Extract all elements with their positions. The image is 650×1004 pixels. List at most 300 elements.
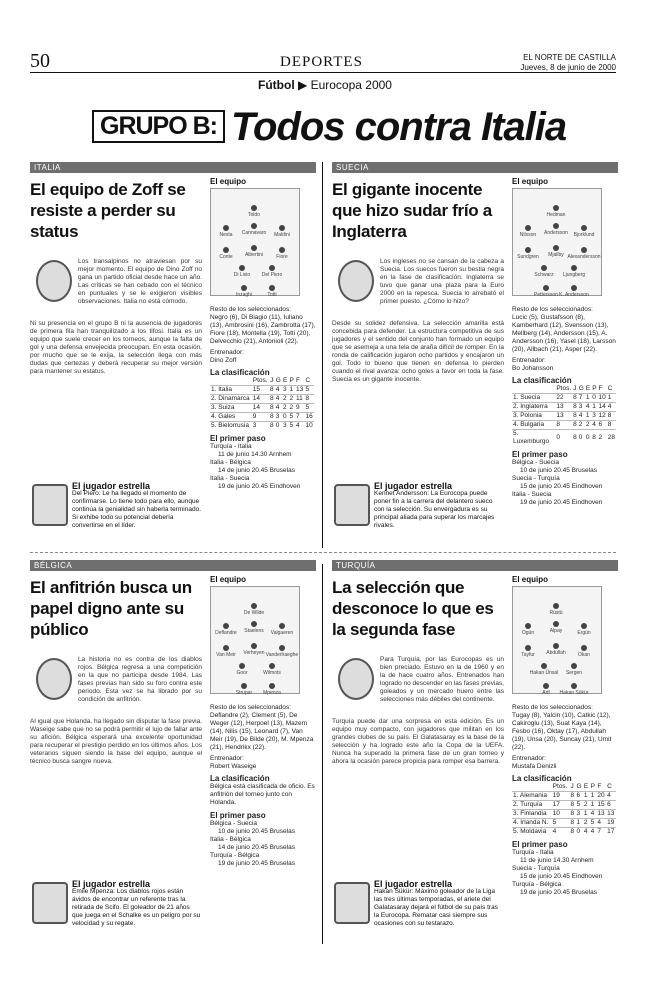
- table-cell: 14: [252, 404, 260, 411]
- header-cell: E: [585, 385, 591, 392]
- header-cell: F: [598, 385, 603, 392]
- article-lead: La historia no es contra de los diablos rojos. Bélgica regresa a una competición en la que no participa desde 1984. Las fases previas han sido su foro contra este periodo. Esta vez se ha librado por su condición de anfitrión.: [78, 656, 202, 703]
- pitch: [210, 586, 300, 694]
- table-cell: 4: [552, 828, 557, 835]
- player-name: Abdullah: [546, 650, 566, 656]
- player-name: Nesta: [219, 232, 233, 238]
- coach-name: Bo Johansson: [512, 365, 554, 372]
- table-cell: 2. Inglaterra: [513, 403, 548, 410]
- table-cell: 8: [556, 421, 560, 428]
- coach-name: Dino Zoff: [210, 357, 237, 364]
- squad-info: [210, 704, 316, 868]
- first-label: El primer paso: [210, 434, 266, 443]
- table-cell: 17: [607, 828, 615, 835]
- player-name: Deflandre: [215, 630, 237, 636]
- table-cell: 8: [269, 404, 274, 411]
- table-cell: 3: [578, 403, 583, 410]
- table-row: [210, 404, 314, 413]
- fixture-line: 19 de junio 20.45 Bruselas: [520, 889, 597, 896]
- table-cell: 13: [597, 810, 605, 817]
- table-cell: 5: [305, 404, 310, 411]
- player-name: Cannavaro: [241, 230, 267, 236]
- article-title: La selección que desconoce lo que es la segunda fase: [332, 578, 494, 639]
- fixture-line: Turquía - Italia: [512, 849, 554, 856]
- team-emblem-icon: [36, 260, 72, 302]
- table-cell: 17: [552, 801, 560, 808]
- rest-label: Resto de los seleccionados:: [512, 306, 593, 313]
- team-block: [332, 162, 618, 564]
- standings-table: [512, 783, 616, 836]
- table-cell: 2: [583, 819, 588, 826]
- table-row: [512, 412, 616, 421]
- star-player: [30, 482, 202, 530]
- table-cell: 8: [573, 434, 577, 441]
- fixture-line: Italia - Suecia: [210, 475, 250, 482]
- table-cell: 8: [269, 422, 274, 429]
- table-cell: 4. Gales: [211, 413, 236, 420]
- table-cell: 8: [570, 801, 575, 808]
- player-name: Rüstü: [549, 610, 563, 616]
- table-cell: 8: [573, 421, 577, 428]
- header-cell: P: [590, 783, 595, 790]
- article-lead: Para Turquía, por las Eurocopas es un bien preciado. Estuvo en la de 1960 y en la de hace cuatro años. Entrenados han logrado no descender en las fases previas, goleados y un mercado huero entre las selecciones más débiles del continente.: [380, 656, 504, 703]
- player-name: Ljungberg: [562, 272, 586, 278]
- header-cell: [512, 385, 555, 394]
- table-cell: 28: [607, 434, 615, 441]
- table-cell: 0: [576, 828, 581, 835]
- country-bar: ITALIA: [30, 162, 316, 173]
- player-name: Arif: [542, 690, 550, 696]
- table-cell: 1: [585, 412, 590, 419]
- class-label: La clasificación: [512, 376, 572, 385]
- player-name: Mjallby: [548, 252, 564, 258]
- header-rule: [30, 72, 616, 73]
- table-cell: 11: [295, 395, 303, 402]
- header-cell: G: [275, 377, 281, 384]
- table-cell: 7: [578, 394, 583, 401]
- table-row: [512, 819, 616, 828]
- header-cell: G: [576, 783, 582, 790]
- table-cell: 14: [598, 403, 606, 410]
- player-name: Sundgren: [517, 254, 539, 260]
- table-cell: 1: [590, 792, 595, 799]
- lineup-field: [512, 576, 616, 694]
- team-block: [30, 162, 316, 564]
- page-headline: [92, 105, 566, 150]
- table-cell: 13: [556, 412, 564, 419]
- kicker-competition: Eurocopa 2000: [310, 78, 392, 92]
- table-cell: 5. Luxemburgo: [513, 430, 550, 445]
- table-cell: 4. Irlanda N.: [513, 819, 549, 826]
- player-name: Valgaeren: [270, 630, 294, 636]
- fixture-line: Italia - Bélgica: [210, 459, 251, 466]
- country-bar: TURQUÍA: [332, 560, 618, 571]
- header-cell: E: [583, 783, 589, 790]
- header-cell: J: [269, 377, 274, 384]
- fixture-line: 14 de junio 20.45 Bruselas: [218, 467, 295, 474]
- country-bar: BÉLGICA: [30, 560, 316, 571]
- table-cell: 1: [607, 394, 612, 401]
- star-player: [332, 880, 504, 928]
- table-cell: 2: [578, 421, 583, 428]
- table-row: [512, 828, 616, 837]
- table-row: [210, 386, 314, 395]
- first-label: El primer paso: [210, 811, 266, 820]
- squad-info: [210, 306, 316, 491]
- star-label: El jugador estrella: [374, 879, 453, 889]
- kicker: [0, 78, 650, 92]
- table-cell: 9: [295, 404, 300, 411]
- star-text: Emile Mpenza: Los diablos rojos están ávidos de encontrar un referente tras la retirada de Scifo. El goleador de 21 años que juega en el Schalke es un peligro por su velocidad y su regate.: [72, 888, 201, 927]
- table-header: [512, 783, 616, 792]
- table-cell: 13: [556, 403, 564, 410]
- table-cell: 8: [269, 395, 274, 402]
- table-cell: 3: [576, 810, 581, 817]
- table-cell: 8: [269, 413, 274, 420]
- fixture-line: 11 de junio 14.30 Arnhem: [218, 451, 292, 458]
- player-name: Ergün: [577, 630, 591, 636]
- article-lead: Los ingleses no se cansan de la cabeza a Suecia. Los suecos fueron su bestia negra en la fase de clasificación. Inglaterra se tuvo que ganar una plaza para la Euro 2000 en la repesca. Suecia lo arrebató el primer puesto. ¿Cómo lo hizo?: [380, 258, 504, 305]
- coach-label: Entrenador:: [210, 349, 244, 356]
- table-row: [512, 430, 616, 447]
- table-cell: 8: [269, 386, 274, 393]
- player-name: Albertini: [244, 252, 264, 258]
- player-name: Bjorklund: [573, 232, 595, 238]
- table-cell: 1. Suecia: [513, 394, 541, 401]
- article-body: Turquía puede dar una sorpresa en esta edición. Es un equipo muy compacto, con jugadores que militan en los grandes clubes de su país. El Galatasaray es la base de la selección y ha logrado este año la Copa de la UEFA. Nunca ha superado la primera fase de un gran torneo y ahora la ocasión parece propicia para romper esa barrera.: [332, 718, 504, 765]
- player-name: Toldo: [248, 212, 260, 218]
- table-cell: 5: [590, 819, 595, 826]
- rest-list: Negro (6), Di Biagio (11), Iuliano (13), Ambrosini (16), Zambrotta (17), Fiore (18), Montella (19), Totti (20), Delvecchio (21), Antonioli (22).: [210, 314, 316, 345]
- column-divider-top: [322, 162, 323, 548]
- fixture-line: Suecia - Turquía: [512, 865, 560, 872]
- table-cell: 4. Bulgaria: [513, 421, 545, 428]
- table-row: [210, 395, 314, 404]
- paper-name: EL NORTE DE CASTILLA: [523, 53, 616, 62]
- table-cell: 0: [275, 422, 280, 429]
- table-cell: 2: [282, 395, 287, 402]
- rest-list: Tugay (8), Yalcin (10), Catkic (12), Cakiroglu (13), Suat Kaya (14), Fesbo (16), Oktay (17), Abdullah (19), Unsa (20), Suncay (21), Umit (22).: [512, 712, 612, 751]
- star-label: El jugador estrella: [374, 481, 453, 491]
- star-player: [332, 482, 504, 530]
- player-photo-icon: [32, 882, 68, 924]
- table-cell: 19: [552, 792, 560, 799]
- player-photo-icon: [334, 484, 370, 526]
- team-emblem-icon: [338, 658, 374, 700]
- player-name: Tayfur: [521, 652, 535, 658]
- star-box: [374, 482, 504, 530]
- header-cell: C: [607, 385, 613, 392]
- table-cell: 8: [607, 412, 612, 419]
- class-label: La clasificación: [210, 774, 270, 783]
- player-photo-icon: [32, 484, 68, 526]
- table-cell: 7: [597, 828, 601, 835]
- first-label: El primer paso: [512, 450, 568, 459]
- table-cell: 10: [598, 394, 606, 401]
- table-cell: 1: [576, 819, 581, 826]
- table-cell: 4: [607, 403, 612, 410]
- player-name: Vanderhaeghe: [265, 652, 299, 658]
- coach-label: Entrenador:: [512, 755, 546, 762]
- team-block: [30, 560, 316, 962]
- player-name: Verheyen: [243, 650, 265, 656]
- table-cell: 19: [607, 819, 615, 826]
- table-cell: 9: [252, 413, 257, 420]
- table-cell: 4: [607, 792, 611, 799]
- player-photo-icon: [334, 882, 370, 924]
- table-cell: 22: [556, 394, 564, 401]
- header-cell: E: [282, 377, 288, 384]
- table-cell: 0: [282, 413, 287, 420]
- country-bar: SUECIA: [332, 162, 618, 173]
- table-cell: 14: [252, 395, 260, 402]
- table-cell: 3: [282, 386, 287, 393]
- table-cell: 13: [607, 810, 615, 817]
- lineup-field: [512, 178, 616, 296]
- table-header: [210, 377, 314, 386]
- article-title: El anfitrión busca un papel digno ante su público: [30, 578, 192, 639]
- player-name: Pettersson: [534, 292, 558, 298]
- player-name: Fiore: [276, 254, 288, 260]
- header-cell: [512, 783, 552, 792]
- fixture-line: 19 de junio 20.45 Eindhoven: [520, 499, 603, 506]
- header-cell: C: [607, 783, 612, 790]
- table-cell: 4: [590, 810, 595, 817]
- column-divider-bottom: [322, 564, 323, 944]
- table-cell: 0: [556, 434, 560, 441]
- page-number: 50: [30, 50, 50, 72]
- fixture-line: 14 de junio 20.45 Bruselas: [218, 844, 295, 851]
- field-label: El equipo: [512, 177, 548, 186]
- table-cell: 8: [573, 403, 577, 410]
- fixture-line: 10 de junio 20.45 Bruselas: [218, 828, 295, 835]
- table-cell: 0: [578, 434, 583, 441]
- star-text: Hakan Sükür: Máximo goleador de la Liga las tres últimas temporadas, el ariete del Galatasaray dejará el fútbol de su país tras la Eurocopa. Rematar casi siempre sus ocasiones con su testarazo.: [374, 888, 498, 927]
- star-label: El jugador estrella: [72, 481, 151, 491]
- class-label: La clasificación: [512, 774, 572, 783]
- table-cell: 5: [289, 413, 294, 420]
- player-name: Mpenza: [263, 690, 281, 696]
- article-title: El equipo de Zoff se resiste a perder su status: [30, 180, 186, 241]
- class-label: La clasificación: [210, 368, 270, 377]
- article-lead: Los transalpinos no atraviesan por su mejor momento. El equipo de Dino Zoff no gana un partido oficial desde hace un año. Las críticas se han cebado con el técnico en puntuales y se le exigieron visibles observaciones. Italia no está cómodo.: [78, 258, 202, 305]
- table-cell: 5: [576, 801, 581, 808]
- player-name: Schwarz: [534, 272, 554, 278]
- table-cell: 4: [275, 404, 280, 411]
- rest-label: Resto de los seleccionados:: [512, 704, 593, 711]
- table-cell: 3. Polonia: [513, 412, 542, 419]
- lineup-field: [210, 576, 314, 694]
- star-box: [72, 880, 202, 928]
- table-row: [512, 810, 616, 819]
- table-cell: 8: [607, 421, 612, 428]
- table-cell: 8: [592, 434, 596, 441]
- table-cell: 8: [570, 810, 575, 817]
- table-cell: 4: [295, 422, 300, 429]
- table-cell: 2: [289, 404, 294, 411]
- table-cell: 5. Bielorrusia: [211, 422, 249, 429]
- table-cell: 1. Alemania: [513, 792, 547, 799]
- table-row: [512, 792, 616, 801]
- table-cell: 20: [597, 792, 605, 799]
- player-name: Maldini: [274, 232, 290, 238]
- table-cell: 8: [570, 819, 575, 826]
- field-label: El equipo: [210, 177, 246, 186]
- player-name: Alexandersson: [567, 254, 601, 260]
- table-cell: 3. Suiza: [211, 404, 235, 411]
- table-cell: 0: [585, 434, 590, 441]
- article-title: El gigante inocente que hizo sudar frío a Inglaterra: [332, 180, 492, 241]
- fixture-line: 15 de junio 20.45 Eindhoven: [520, 873, 603, 880]
- table-cell: 15: [597, 801, 605, 808]
- player-name: Sergen: [565, 670, 583, 676]
- header-cell: P: [289, 377, 294, 384]
- player-name: Nilsson: [519, 232, 537, 238]
- table-cell: 12: [598, 412, 606, 419]
- table-cell: 15: [252, 386, 260, 393]
- header-cell: C: [305, 377, 311, 384]
- table-cell: 2. Dinamarca: [211, 395, 250, 402]
- fixture-line: 10 de junio 20.45 Bruselas: [520, 467, 597, 474]
- fixture-line: 15 de junio 20.45 Eindhoven: [520, 483, 603, 490]
- table-cell: 2: [289, 395, 294, 402]
- table-cell: 8: [570, 792, 575, 799]
- headline-title: Todos contra Italia: [231, 105, 567, 149]
- table-cell: 8: [573, 394, 577, 401]
- table-cell: 2. Turquía: [513, 801, 543, 808]
- table-cell: 4: [583, 828, 588, 835]
- table-cell: 8: [570, 828, 575, 835]
- pitch: [512, 586, 602, 694]
- table-cell: 3: [252, 422, 257, 429]
- table-cell: 4: [578, 412, 583, 419]
- fixture-line: Bélgica - Suecia: [210, 820, 257, 827]
- issue-date: Jueves, 8 de junio de 2000: [520, 63, 616, 72]
- player-name: K. Andersson: [559, 292, 589, 298]
- rest-list: Deflandre (2), Clement (5), De Weger (12), Herpoel (13), Mazem (14), Nilis (15), Leonard (7), Van Meir (19), De Bilde (20), M. Mpenza (21), Hendrikx (22).: [210, 712, 314, 751]
- coach-name: Mustafa Denizli: [512, 763, 557, 770]
- arrow-icon: ▶: [298, 78, 308, 92]
- table-cell: 10: [552, 810, 560, 817]
- table-cell: 3: [275, 413, 280, 420]
- table-cell: 2: [282, 404, 287, 411]
- table-cell: 8: [573, 412, 577, 419]
- table-cell: 16: [305, 413, 313, 420]
- table-cell: 7: [295, 413, 300, 420]
- table-cell: 5: [552, 819, 557, 826]
- table-cell: 1. Italia: [211, 386, 232, 393]
- rest-label: Resto de los seleccionados:: [210, 704, 291, 711]
- star-text: Kennet Andersson: La Eurocopa puede poner fin a la carrera del delantero sueco con la selección. Su envergadura es su principal aliada para superar los marcajes rivales.: [374, 490, 495, 529]
- fixture-line: 19 de junio 20.45 Bruselas: [218, 860, 295, 867]
- class-note: Bélgica está clasificada de oficio. Es anfitrión del torneo junto con Holanda.: [210, 783, 315, 806]
- article-body: Al igual que Holanda, ha llegado sin disputar la fase previa. Waseige sabe que no se podrá permitir el lujo de fallar ante su afición. Bélgica esperará una excelente oportunidad para recuperar el prestigio perdido en los últimos años. Los veteranos siguen siendo la base del equipo, aunque el técnico busca sangre nueva.: [30, 718, 202, 765]
- player-name: Strupar: [235, 690, 253, 696]
- table-row: [210, 422, 314, 431]
- header-cell: J: [570, 783, 574, 790]
- player-name: Hakan Sükür: [559, 690, 589, 696]
- coach-name: Robert Waseige: [210, 763, 257, 770]
- table-cell: 5: [305, 386, 310, 393]
- player-name: Del Piero: [261, 272, 283, 278]
- table-cell: 1: [583, 792, 588, 799]
- rest-label: Resto de los seleccionados:: [210, 306, 291, 313]
- table-header: [512, 385, 616, 394]
- table-cell: 1: [590, 801, 595, 808]
- coach-label: Entrenador:: [210, 755, 244, 762]
- section-title: DEPORTES: [280, 54, 363, 70]
- table-cell: 4: [597, 819, 601, 826]
- table-cell: 0: [592, 394, 596, 401]
- fixture-line: Suecia - Turquía: [512, 475, 560, 482]
- group-label: GRUPO B:: [92, 110, 225, 143]
- table-cell: 1: [289, 386, 294, 393]
- table-cell: 3: [592, 412, 596, 419]
- player-name: De Wilde: [243, 610, 265, 616]
- first-label: El primer paso: [512, 840, 568, 849]
- player-name: Andersson: [544, 230, 568, 236]
- header-cell: G: [578, 385, 584, 392]
- star-label: El jugador estrella: [72, 879, 151, 889]
- article-body: Ni su presencia en el grupo B ni la ausencia de jugadores de primera fila han tranquilizado a los tifosi. Italia es un equipo que suele crecer en los torneos, aunque la falta de gol y una defensa envejecida preocupan. En esta ocasión, por mucho que se le exija, la selección llega con más dudas que certezas y deberá recuperar su mejor versión para mantener su estatus.: [30, 320, 202, 375]
- player-name: Hakan Ünsal: [529, 670, 559, 676]
- team-block: [332, 560, 618, 962]
- fixture-line: Turquía - Italia: [210, 443, 252, 450]
- table-cell: 13: [295, 386, 304, 393]
- coach-label: Entrenador:: [512, 357, 546, 364]
- fixture-line: Italia - Bélgica: [210, 836, 251, 843]
- header-cell: Ptos.: [252, 377, 268, 384]
- header-cell: Ptos.: [556, 385, 572, 392]
- table-cell: 1: [583, 810, 588, 817]
- player-name: Okan: [578, 652, 590, 658]
- star-box: [374, 880, 504, 928]
- table-row: [512, 801, 616, 810]
- star-text: Del Piero: Le ha llegado el momento de confirmarse. Lo tiene todo para ello, aunque continúa la genialidad sin haberla terminado. Si exhibe todo su potencial debería convertirse en el líder.: [72, 490, 202, 529]
- table-row: [512, 403, 616, 412]
- field-label: El equipo: [210, 575, 246, 584]
- standings-table: [210, 377, 314, 430]
- squad-info: [512, 306, 618, 507]
- team-emblem-icon: [338, 260, 374, 302]
- table-cell: 2: [583, 801, 588, 808]
- table-cell: 4: [592, 421, 596, 428]
- player-name: Goor: [236, 670, 248, 676]
- table-cell: 6: [607, 801, 611, 808]
- player-name: Wilmots: [263, 670, 281, 676]
- table-cell: 4: [590, 828, 595, 835]
- fixture-line: 19 de junio 20.45 Eindhoven: [218, 483, 301, 490]
- table-cell: 3: [282, 422, 287, 429]
- header-cell: Ptos.: [552, 783, 568, 790]
- player-name: Inzaghi: [235, 292, 253, 298]
- header-cell: [210, 377, 252, 386]
- standings-table: [512, 385, 616, 446]
- pitch: [512, 188, 602, 296]
- table-cell: 2: [585, 421, 590, 428]
- star-box: [72, 482, 202, 530]
- table-cell: 6: [598, 421, 603, 428]
- table-cell: 2: [598, 434, 603, 441]
- header-cell: F: [597, 783, 602, 790]
- player-name: Alpay: [549, 628, 563, 634]
- fixture-line: Bélgica - Suecia: [512, 459, 559, 466]
- field-label: El equipo: [512, 575, 548, 584]
- article-body: Desde su solidez defensiva. La selección amarilla está concebida para defender. La estructura competitiva de sus jugadores y el sentido del conjunto han formado un equipo que se asemeja a una tela de araña difícil de romper. En la ronda de calificación jugaron ocho partidos y encajaron un gol. Todo lo bueno que tienen en defensa lo pierden cuando el rival avanza: ocho goles a favor en toda la fase. Suecia es un gigante inocente.: [332, 320, 504, 383]
- player-name: Staelens: [244, 628, 264, 634]
- fixture-line: Turquía - Bélgica: [210, 852, 260, 859]
- squad-info: [512, 704, 618, 897]
